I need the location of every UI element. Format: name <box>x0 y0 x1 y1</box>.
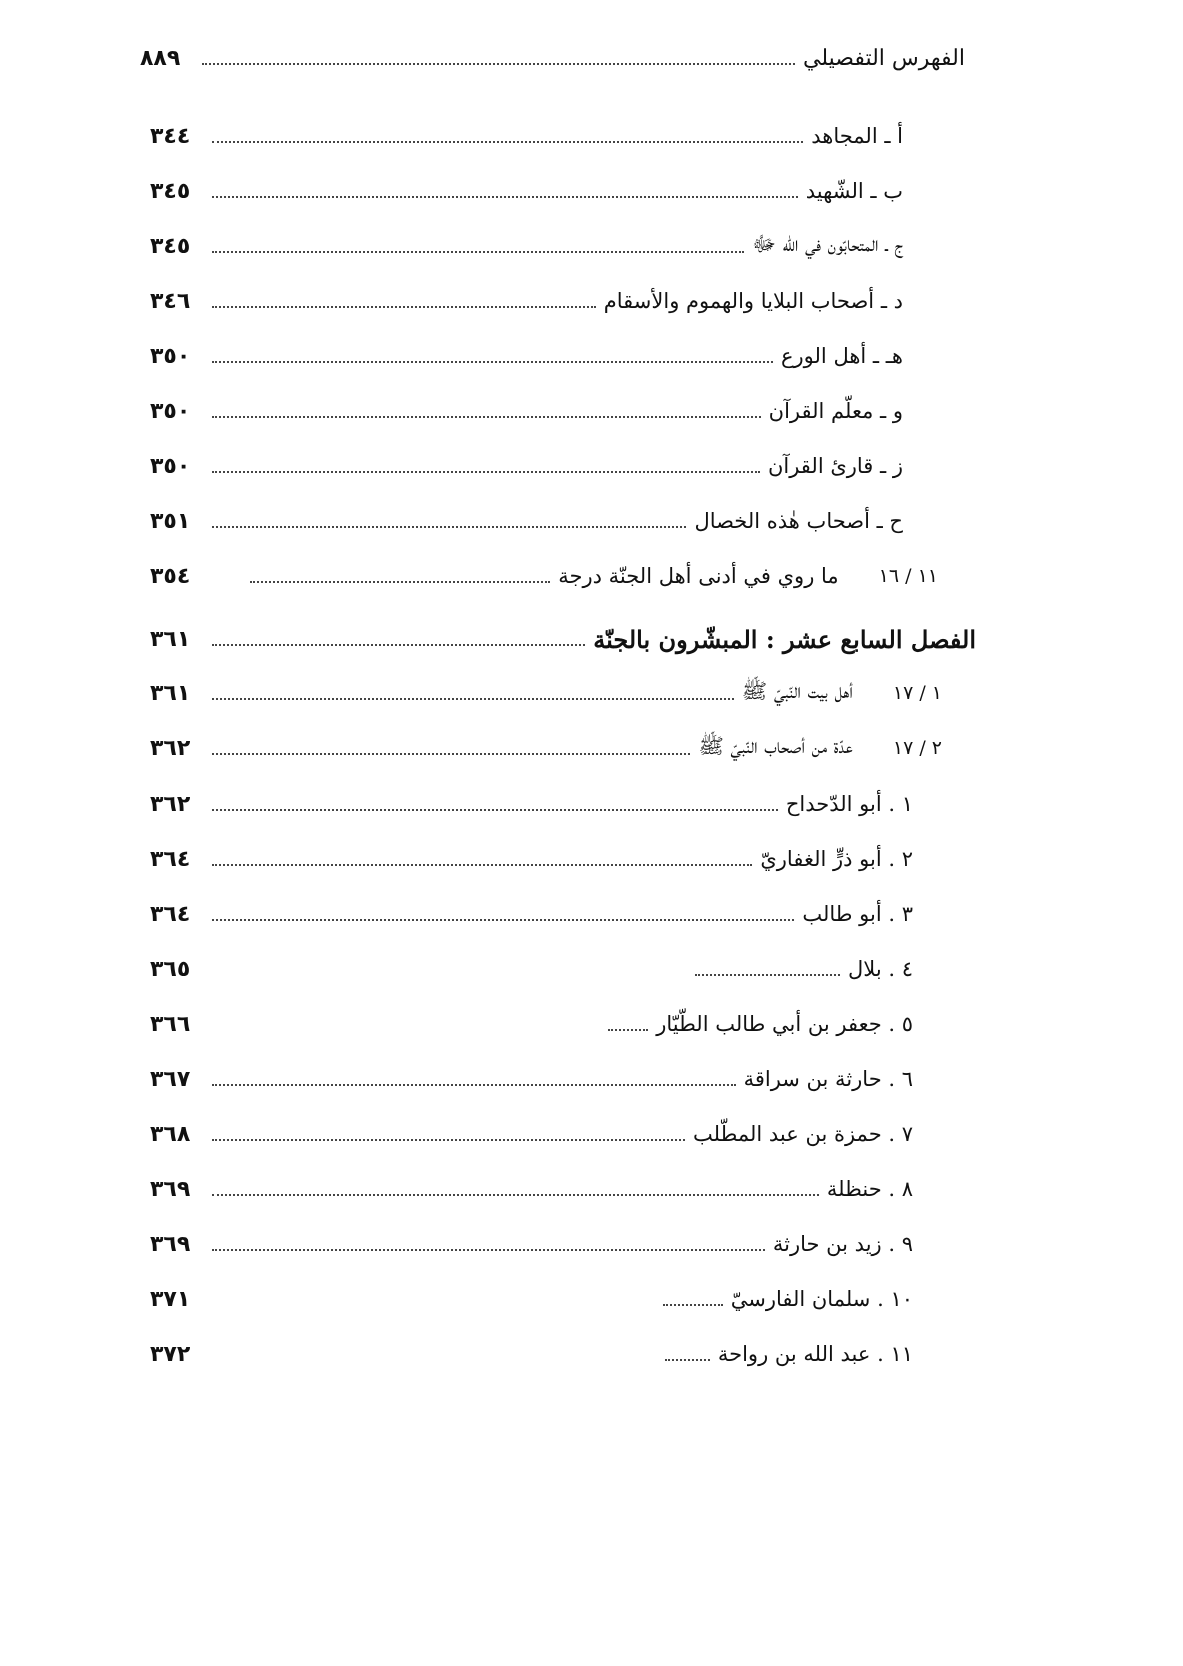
entry-title: ٥ . جعفر بن أبي طالب الطّيّار <box>656 1012 913 1036</box>
dot-leader <box>212 196 798 198</box>
toc-entry[interactable] <box>150 1164 913 1214</box>
dot-leader <box>665 1359 710 1361</box>
toc-entry[interactable] <box>150 441 903 491</box>
dot-leader <box>212 1139 685 1141</box>
running-header <box>140 33 965 83</box>
entry-title: ح ـ أصحاب هٰذه الخصال <box>694 509 903 533</box>
entry-page-number: ٣٦٦ <box>150 1011 191 1037</box>
toc-entry[interactable] <box>150 1219 913 1269</box>
toc-entry[interactable] <box>150 166 903 216</box>
dot-leader <box>212 809 778 811</box>
dot-leader <box>212 526 686 528</box>
chapter-title: الفصل السابع عشر : المبشّرون بالجنّة <box>593 624 976 654</box>
entry-title: ز ـ قارئ القرآن <box>767 454 903 478</box>
entry-page-number: ٣٦٩ <box>150 1176 191 1202</box>
entry-page-number: ٣٤٤ <box>150 123 191 149</box>
entry-page-number: ٣٦٧ <box>150 1066 191 1092</box>
dot-leader <box>202 63 795 65</box>
toc-entry[interactable] <box>150 779 913 829</box>
entry-title: عدّة من أصحاب النّبيّ ﷺ <box>698 733 853 758</box>
dot-leader <box>695 974 840 976</box>
entry-page-number: ٣٤٥ <box>150 233 191 259</box>
entry-title: ١٠ . سلمان الفارسيّ <box>730 1287 913 1311</box>
entry-title: ٧ . حمزة بن عبد المطّلب <box>693 1122 913 1146</box>
dot-leader <box>212 753 690 755</box>
toc-entry[interactable] <box>150 999 913 1049</box>
entry-page-number: ٣٧٢ <box>150 1341 191 1367</box>
toc-entry[interactable] <box>150 386 903 436</box>
section-number: ١١ / ١٦ <box>878 565 938 587</box>
entry-title: ما روي في أدنى أهل الجنّة درجة <box>558 564 839 588</box>
entry-title: ب ـ الشّهيد <box>805 179 903 203</box>
dot-leader <box>212 416 761 418</box>
dot-leader <box>212 1194 819 1196</box>
entry-page-number: ٣٥٤ <box>150 563 191 589</box>
entry-title: ج ـ المتحابّون في الله ﷻ <box>752 231 903 256</box>
toc-entry[interactable] <box>150 496 903 546</box>
dot-leader <box>212 644 585 646</box>
entry-title: ١ . أبو الدّحداح <box>785 792 913 816</box>
entry-page-number: ٣٦٢ <box>150 735 191 761</box>
toc-entry-numbered[interactable] <box>150 551 938 601</box>
entry-title: ٨ . حنظلة <box>826 1177 913 1201</box>
section-number: ٢ / ١٧ <box>892 737 942 759</box>
chapter-heading[interactable] <box>150 614 976 664</box>
entry-page-number: ٣٤٦ <box>150 288 191 314</box>
toc-entry-numbered[interactable] <box>150 668 942 718</box>
toc-entry[interactable] <box>150 889 913 939</box>
entry-page-number: ٣٦١ <box>150 680 191 706</box>
toc-entry[interactable] <box>150 1274 913 1324</box>
toc-entry[interactable] <box>150 1054 913 1104</box>
dot-leader <box>250 581 550 583</box>
entry-page-number: ٣٥١ <box>150 508 191 534</box>
section-number: ١ / ١٧ <box>892 682 942 704</box>
toc-entry[interactable] <box>150 944 913 994</box>
dot-leader <box>212 141 803 143</box>
entry-title: ١١ . عبد الله بن رواحة <box>717 1342 913 1366</box>
entry-page-number: ٣٦١ <box>150 626 191 652</box>
dot-leader <box>212 471 760 473</box>
toc-entry[interactable] <box>150 834 913 884</box>
entry-page-number: ٣٦٩ <box>150 1231 191 1257</box>
dot-leader <box>212 306 596 308</box>
entry-page-number: ٣٤٥ <box>150 178 191 204</box>
dot-leader <box>212 864 752 866</box>
toc-entry[interactable] <box>150 111 903 161</box>
entry-page-number: ٣٥٠ <box>150 453 191 479</box>
toc-entry[interactable] <box>150 1109 913 1159</box>
entry-title: د ـ أصحاب البلايا والهموم والأسقام <box>603 289 903 313</box>
toc-entry[interactable] <box>150 1329 913 1379</box>
entry-title: و ـ معلّم القرآن <box>768 399 903 423</box>
dot-leader <box>212 361 773 363</box>
toc-entry-numbered[interactable] <box>150 723 942 773</box>
toc-entry[interactable] <box>150 221 903 271</box>
dot-leader <box>212 698 734 700</box>
entry-page-number: ٣٦٤ <box>150 901 191 927</box>
toc-entry[interactable] <box>150 276 903 326</box>
entry-title: ٩ . زيد بن حارثة <box>772 1232 913 1256</box>
entry-title: ٦ . حارثة بن سراقة <box>743 1067 913 1091</box>
dot-leader <box>663 1304 723 1306</box>
entry-page-number: ٣٦٤ <box>150 846 191 872</box>
dot-leader <box>212 919 794 921</box>
entry-title: هـ ـ أهل الورع <box>781 344 903 368</box>
dot-leader <box>608 1029 648 1031</box>
entry-title: أ ـ المجاهد <box>811 124 903 148</box>
dot-leader <box>212 251 744 253</box>
entry-page-number: ٣٦٨ <box>150 1121 191 1147</box>
entry-title: ٢ . أبو ذرٍّ الغفاريّ <box>760 847 913 871</box>
entry-title: أهل بيت النّبيّ ﷺ <box>741 678 853 703</box>
entry-page-number: ٣٦٥ <box>150 956 191 982</box>
header-title: الفهرس التفصيلي <box>803 45 965 71</box>
entry-title: ٤ . بلال <box>848 957 913 981</box>
dot-leader <box>212 1249 765 1251</box>
entry-page-number: ٣٥٠ <box>150 343 191 369</box>
entry-title: ٣ . أبو طالب <box>802 902 913 926</box>
entry-page-number: ٣٧١ <box>150 1286 191 1312</box>
toc-entry[interactable] <box>150 331 903 381</box>
entry-page-number: ٣٥٠ <box>150 398 191 424</box>
dot-leader <box>212 1084 736 1086</box>
header-page-number: ٨٨٩ <box>140 45 181 71</box>
entry-page-number: ٣٦٢ <box>150 791 191 817</box>
